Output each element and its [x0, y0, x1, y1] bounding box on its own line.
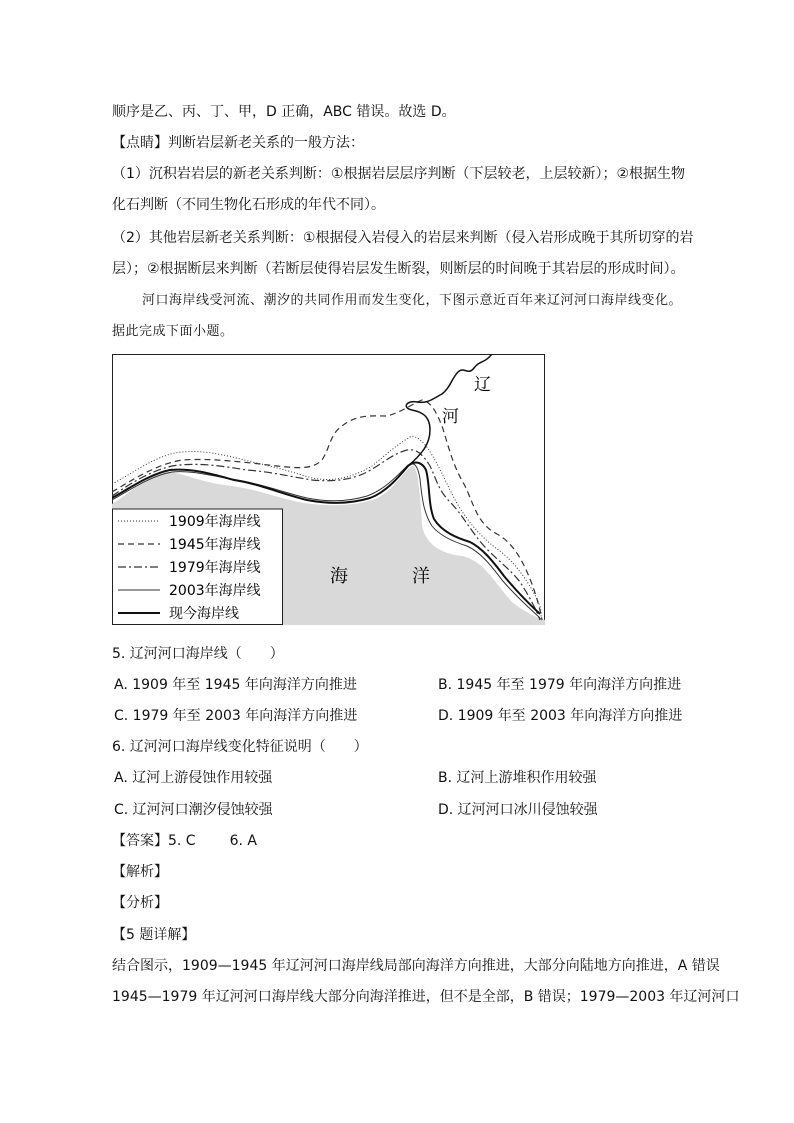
river-label-2: 河 — [442, 407, 459, 427]
legend-label-1909: 1909年海岸线 — [169, 514, 261, 530]
q5-option-a: A. 1909 年至 1945 年向海洋方向推进 — [114, 677, 357, 693]
legend-label-present: 现今海岸线 — [169, 606, 239, 622]
sea-label-1: 海 — [330, 566, 348, 587]
text-line-5: （2）其他岩层新老关系判断：①根据侵入岩侵入的岩层来判断（侵入岩形成晚于其所切穿的岩 — [112, 230, 694, 246]
sea-label-2: 洋 — [412, 566, 430, 587]
text-line-3: （1）沉积岩岩层的新老关系判断：①根据岩层层序判断（下层较老，上层较新）；②根据生物 — [112, 166, 686, 182]
jiexi-heading: 【解析】 — [112, 864, 168, 880]
answer-6: 6. A — [229, 833, 257, 849]
fenxi-heading: 【分析】 — [112, 895, 168, 911]
legend — [113, 509, 283, 625]
intro-line-1: 河口海岸线受河流、潮汐的共同作用而发生变化，下图示意近百年来辽河河口海岸线变化。 — [142, 293, 683, 308]
q6-option-c: C. 辽河河口潮汐侵蚀较强 — [114, 802, 273, 818]
q6-option-d: D. 辽河河口冰川侵蚀较强 — [438, 802, 598, 818]
q5-detail-heading: 【5 题详解】 — [112, 927, 196, 943]
q5-stem: 5. 辽河河口海岸线（ ） — [112, 646, 284, 662]
text-line-6: 层）；②根据断层来判断（若断层使得岩层发生断裂，则断层的时间晚于其岩层的形成时间）。 — [112, 261, 685, 277]
detail-line-1: 结合图示，1909—1945 年辽河河口海岸线局部向海洋方向推进，大部分向陆地方向推进，A 错误 — [112, 958, 720, 974]
detail-line-2: 1945—1979 年辽河河口海岸线大部分向海洋推进，但不是全部，B 错误；1979—2003 年辽河河口 — [112, 989, 740, 1005]
q6-option-b: B. 辽河上游堆积作用较强 — [438, 770, 597, 786]
legend-label-1979: 1979年海岸线 — [169, 560, 261, 576]
coastline-map — [112, 354, 545, 625]
text-line-4: 化石判断（不同生物化石形成的年代不同）。 — [112, 197, 385, 213]
tip-heading: 【点睛】判断岩层新老关系的一般方法： — [112, 135, 364, 151]
q5-option-b: B. 1945 年至 1979 年向海洋方向推进 — [438, 677, 682, 693]
legend-label-1945: 1945年海岸线 — [169, 537, 261, 553]
intro-line-2: 据此完成下面小题。 — [112, 324, 234, 339]
q6-option-a: A. 辽河上游侵蚀作用较强 — [114, 770, 273, 786]
q5-option-d: D. 1909 年至 2003 年向海洋方向推进 — [438, 708, 683, 724]
answer-5: 5. C — [168, 833, 196, 849]
q5-option-c: C. 1979 年至 2003 年向海洋方向推进 — [114, 708, 358, 724]
q6-stem: 6. 辽河河口海岸线变化特征说明（ ） — [112, 739, 368, 755]
answer-line — [112, 832, 257, 850]
river-label-1: 辽 — [474, 375, 491, 395]
answer-label: 【答案】 — [112, 833, 168, 849]
legend-label-2003: 2003年海岸线 — [169, 583, 261, 599]
text-line-1: 顺序是乙、丙、丁、甲，D 正确，ABC 错误。故选 D。 — [112, 104, 456, 120]
